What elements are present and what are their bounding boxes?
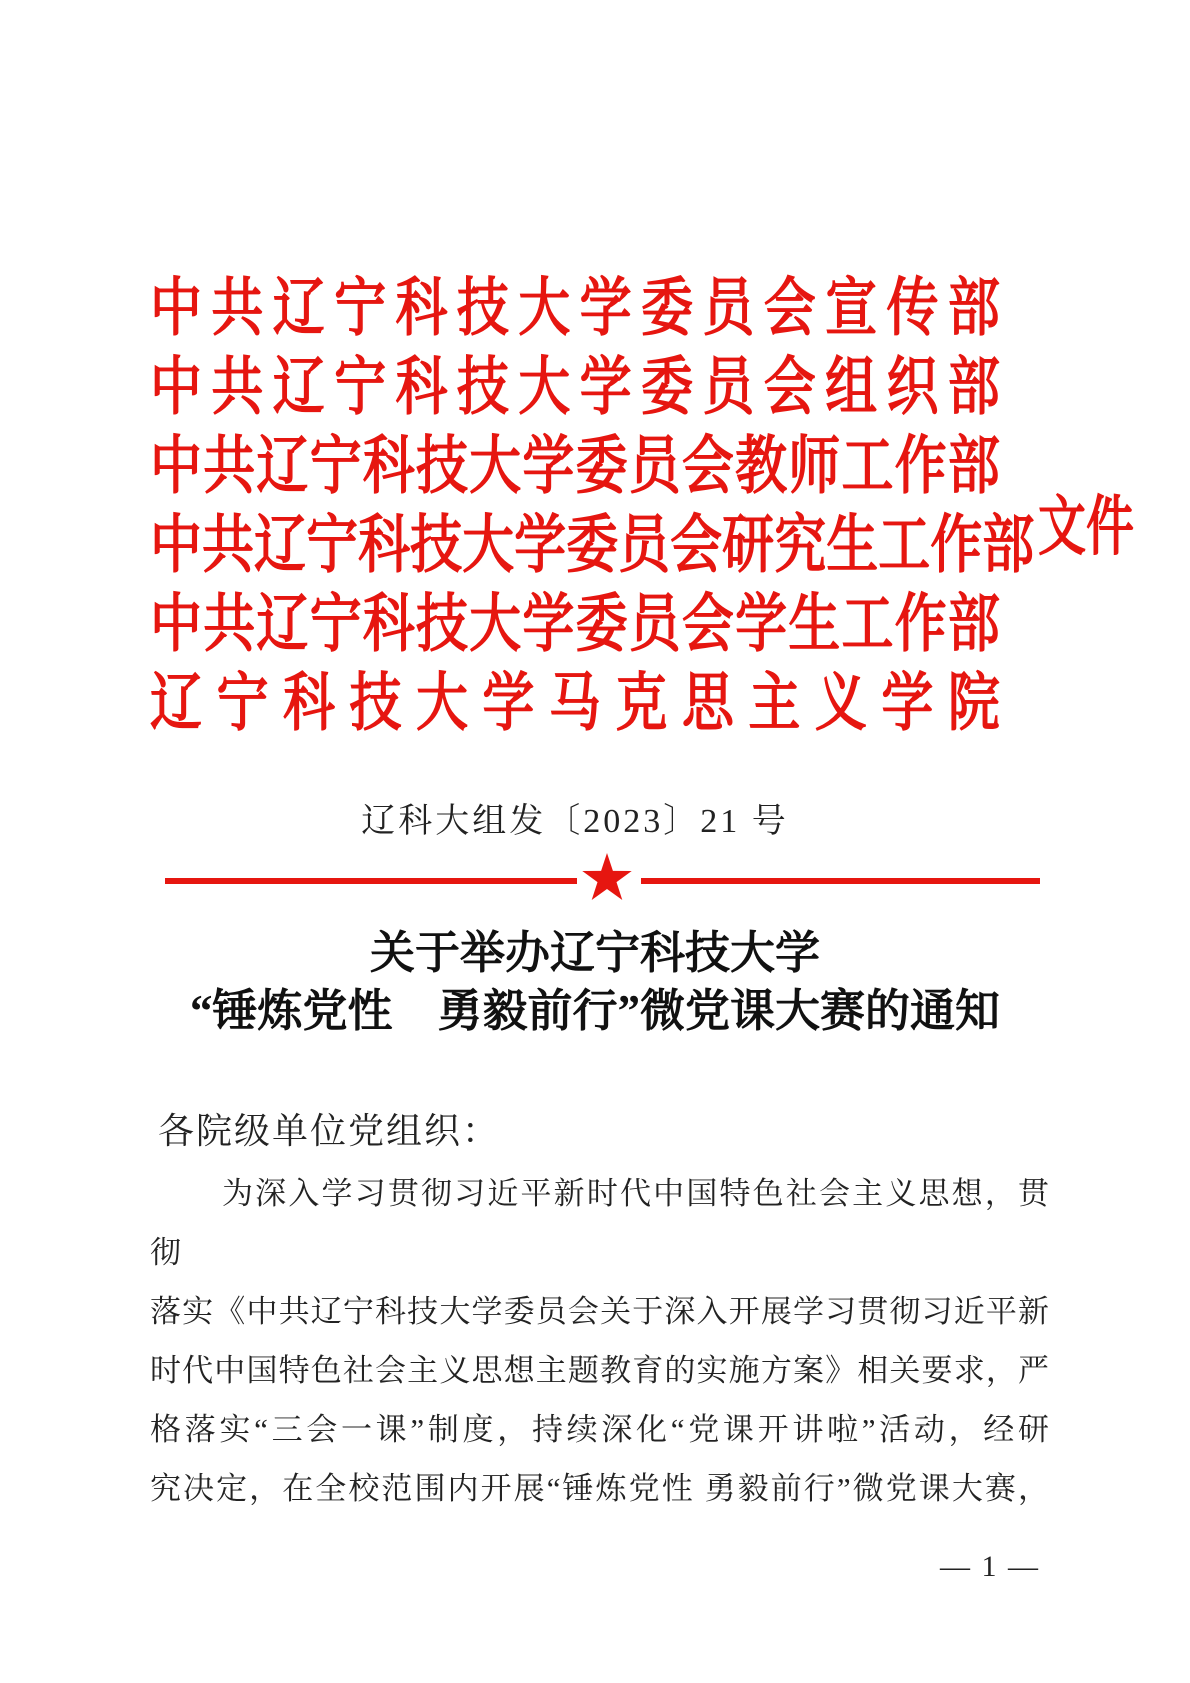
letterhead-org-line-1: 中 共 辽 宁 科 技 大 学 委 员 会 宣 传 部	[150, 274, 1000, 344]
body-line-5: 究决定，在全校范围内开展“锤炼党性 勇毅前行”微党课大赛，	[150, 1471, 1050, 1506]
red-divider-right	[641, 878, 1040, 884]
body-line-1: 为深入学习贯彻习近平新时代中国特色社会主义思想，贯彻	[150, 1176, 1050, 1270]
letterhead-org-line-4: 中 共 辽 宁 科 技 大 学 委 员 会 研 究 生 工 作 部	[150, 511, 1035, 581]
red-divider-left	[165, 878, 577, 884]
letterhead-org-line-2: 中 共 辽 宁 科 技 大 学 委 员 会 组 织 部	[150, 353, 1000, 423]
letterhead-org-line-3: 中 共 辽 宁 科 技 大 学 委 员 会 教 师 工 作 部	[150, 432, 1000, 502]
body-line-2: 落实《中共辽宁科技大学委员会关于深入开展学习贯彻习近平新	[150, 1294, 1050, 1329]
doc-title-line-2: “锤炼党性 勇毅前行”微党课大赛的通知	[189, 986, 1000, 1036]
page-number: — 1 —	[940, 1550, 1040, 1583]
doc-number: 辽科大组发〔2023〕21 号	[361, 803, 789, 840]
doc-title-line-1: 关于举办辽宁科技大学	[369, 928, 820, 978]
salutation: 各院级单位党组织：	[158, 1111, 501, 1151]
body-line-4: 格落实“三会一课”制度，持续深化“党课开讲啦”活动，经研	[150, 1412, 1050, 1447]
body-line-3: 时代中国特色社会主义思想主题教育的实施方案》相关要求，严	[150, 1353, 1050, 1388]
red-star-icon	[581, 853, 633, 905]
letterhead-org-line-6: 辽 宁 科 技 大 学 马 克 思 主 义 学 院	[150, 669, 1000, 739]
body-paragraph	[150, 1164, 1050, 1518]
doc-type-label: 文件	[1038, 491, 1135, 564]
letterhead-org-block	[150, 270, 1035, 744]
letterhead-org-line-5: 中 共 辽 宁 科 技 大 学 委 员 会 学 生 工 作 部	[150, 590, 1000, 660]
